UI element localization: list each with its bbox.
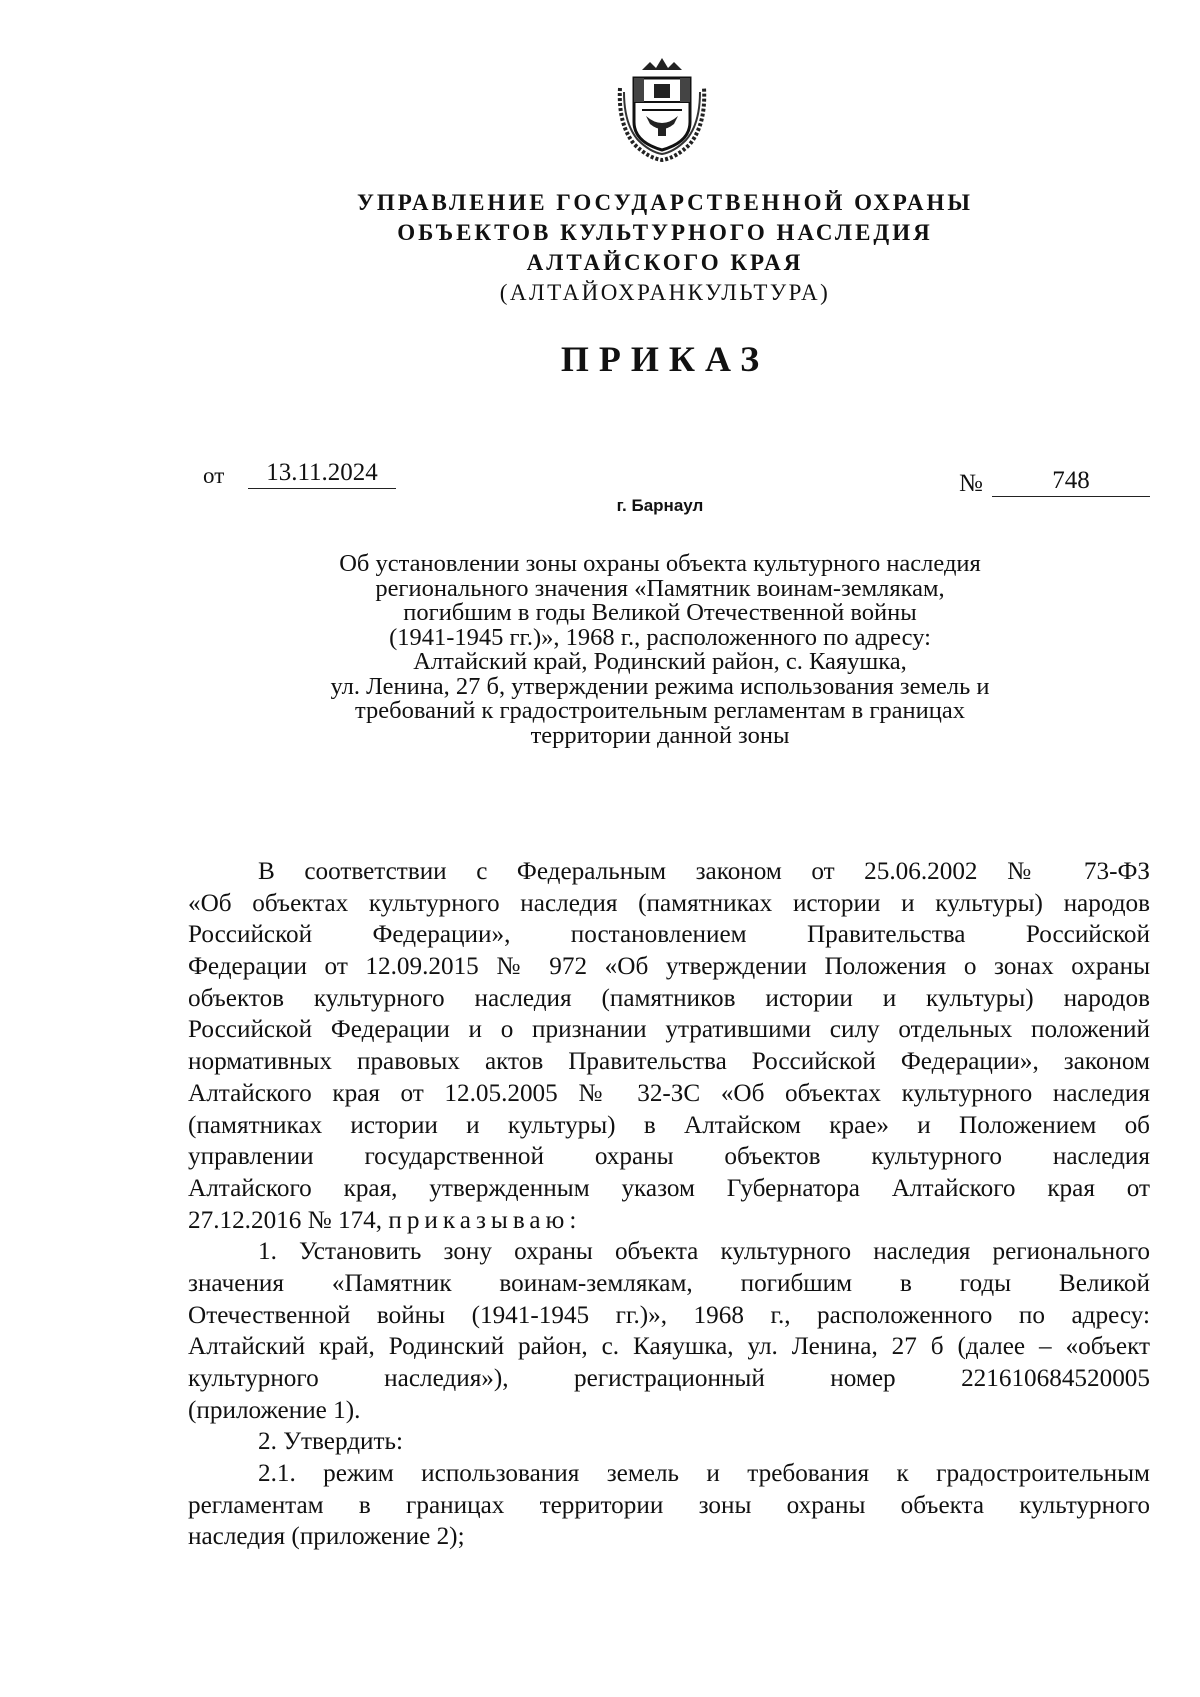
- order-body: [188, 856, 1150, 1553]
- document-date: 13.11.2024: [248, 458, 396, 489]
- organization-name: [340, 188, 990, 278]
- number-label: №: [959, 470, 983, 497]
- city: г. Барнаул: [616, 496, 704, 515]
- subject-line: Алтайский край, Родинский район, с. Каяушка,: [413, 648, 907, 675]
- body-line: (памятниках истории и культуры) в Алтайском крае» и Положением об: [188, 1111, 1150, 1139]
- coat-of-arms-icon: [612, 54, 712, 164]
- organization-abbreviation: (АЛТАЙОХРАНКУЛЬТУРА): [499, 280, 831, 305]
- order-word: приказываю:: [388, 1206, 582, 1234]
- item-2-1-line: регламентам в границах территории зоны охраны объекта культурного: [188, 1491, 1150, 1519]
- body-line: Алтайского края, утвержденным указом Губернатора Алтайского края от: [188, 1174, 1150, 1202]
- subject-line: регионального значения «Памятник воинам-землякам,: [375, 574, 945, 602]
- body-line: Российской Федерации», постановлением Правительства Российской: [188, 921, 1150, 949]
- document-type-title: ПРИКАЗ: [560, 339, 770, 379]
- subject-line: ул. Ленина, 27 б, утверждении режима использования земель и: [330, 672, 990, 700]
- item-1-line: Алтайский край, Родинский район, с. Каяушка, ул. Ленина, 27 б (далее – «объект: [188, 1333, 1150, 1361]
- subject-line: погибшим в годы Великой Отечественной войны: [403, 599, 917, 626]
- body-line: В соответствии с Федеральным законом от 25.06.2002 № 73-ФЗ: [258, 858, 1150, 885]
- org-line: УПРАВЛЕНИЕ ГОСУДАРСТВЕННОЙ ОХРАНЫ: [357, 190, 973, 215]
- document-number: 748: [992, 466, 1150, 497]
- date-label: от: [203, 463, 225, 488]
- body-line: Российской Федерации и о признании утратившими силу отдельных положений: [188, 1016, 1150, 1044]
- body-line: Федерации от 12.09.2015 № 972 «Об утверждении Положения о зонах охраны: [188, 953, 1150, 981]
- body-line: управлении государственной охраны объектов культурного наследия: [188, 1143, 1150, 1171]
- subject-line: Об установлении зоны охраны объекта культурного наследия: [339, 550, 981, 577]
- item-2-line: 2. Утвердить:: [258, 1428, 404, 1456]
- body-line: [188, 1205, 1150, 1237]
- subject-line: требований к градостроительным регламентам в границах: [355, 697, 965, 724]
- body-line: Алтайского края от 12.05.2005 № 32-ЗС «Об объектах культурного наследия: [188, 1079, 1150, 1107]
- item-1-line: Отечественной войны (1941-1945 гг.)», 1968 г., расположенного по адресу:: [188, 1301, 1150, 1329]
- org-line: ОБЪЕКТОВ КУЛЬТУРНОГО НАСЛЕДИЯ: [397, 220, 933, 245]
- body-line: объектов культурного наследия (памятников истории и культуры) народов: [188, 984, 1150, 1012]
- item-2-1-line: 2.1. режим использования земель и требования к градостроительным: [258, 1460, 1150, 1488]
- item-1-line: значения «Памятник воинам-землякам, погибшим в годы Великой: [188, 1269, 1150, 1297]
- body-line: нормативных правовых актов Правительства Российской Федерации», законом: [188, 1048, 1150, 1076]
- item-1-line: культурного наследия»), регистрационный номер 221610684520005: [188, 1365, 1150, 1392]
- item-2-1-line: наследия (приложение 2);: [188, 1523, 465, 1551]
- intro-end: 27.12.2016 № 174,: [188, 1206, 383, 1234]
- item-1-line: (приложение 1).: [188, 1396, 361, 1424]
- subject-line: (1941-1945 гг.)», 1968 г., расположенного по адресу:: [389, 623, 931, 651]
- order-subject: [250, 552, 1070, 748]
- item-1-line: 1. Установить зону охраны объекта культурного наследия регионального: [258, 1238, 1150, 1266]
- org-line: АЛТАЙСКОГО КРАЯ: [526, 250, 804, 275]
- body-line: «Об объектах культурного наследия (памятниках истории и культуры) народов: [188, 889, 1150, 917]
- subject-line: территории данной зоны: [530, 721, 790, 749]
